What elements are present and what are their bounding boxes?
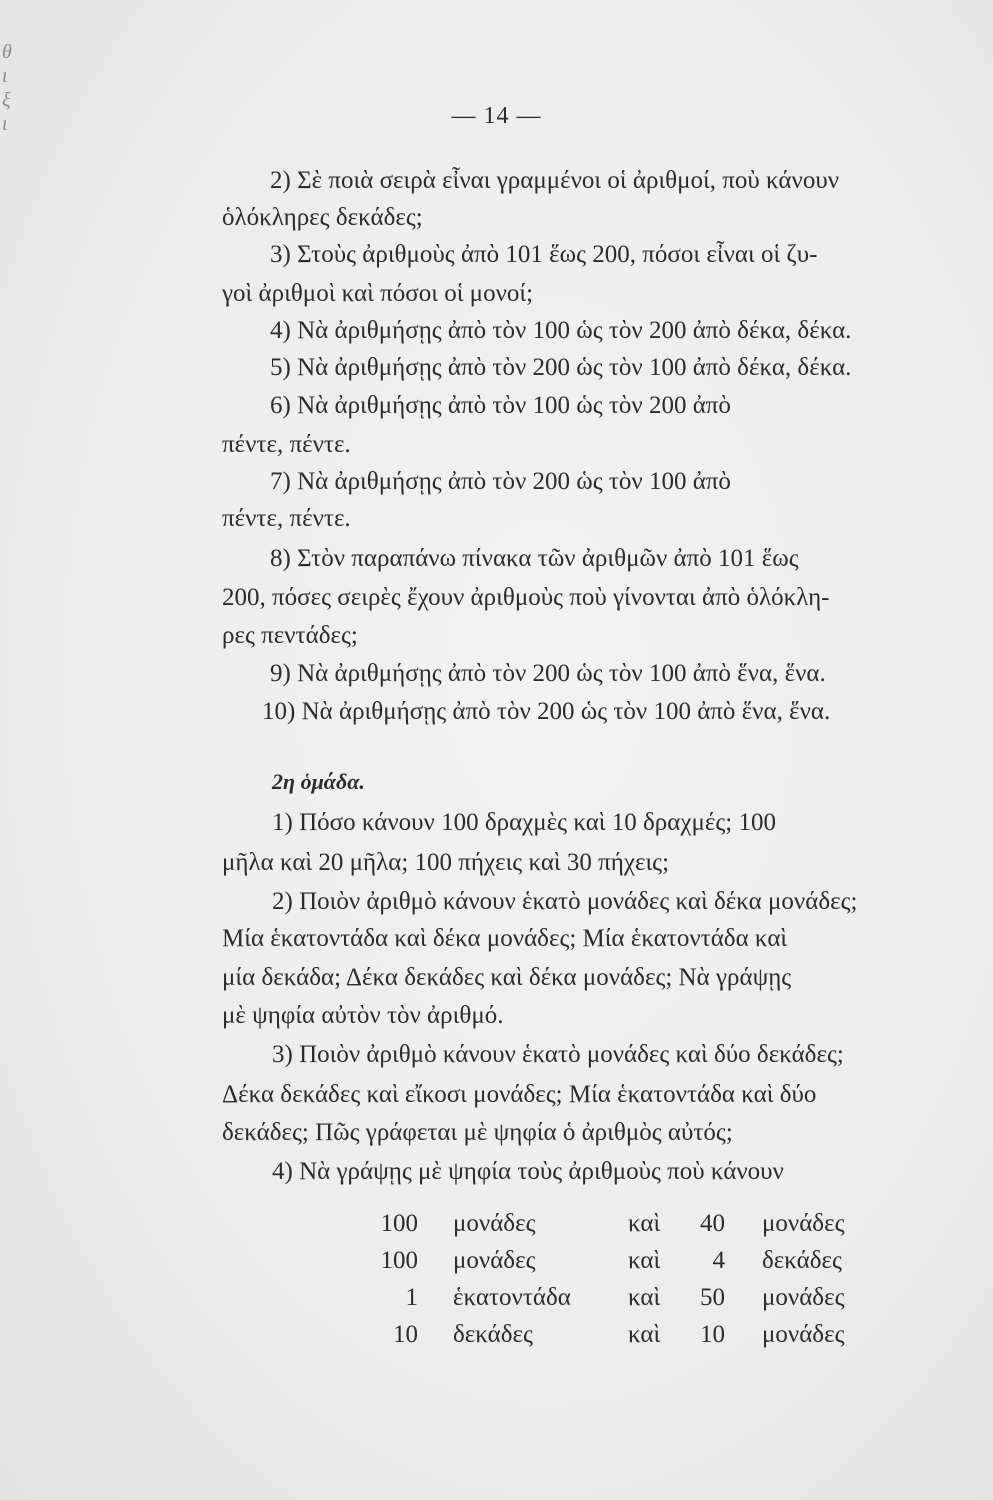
margin-char: ι [2,113,8,135]
text-line: 10) Νὰ ἀριθμήσῃς ἀπὸ τὸν 200 ὡς τὸν 100 ἀπὸ ἕνα, ἕνα. [262,698,831,725]
table-cell: 1 [405,1284,418,1311]
text-line: 1) Πόσο κάνουν 100 δραχμὲς καὶ 10 δραχμές; 100 [272,809,776,836]
text-line: 3) Στοὺς ἀριθμοὺς ἀπὸ 101 ἕως 200, πόσοι εἶναι οἱ ζυ- [270,241,818,268]
page-number: — 14 — [451,103,542,129]
text-line: 5) Νὰ ἀριθμήσῃς ἀπὸ τὸν 200 ὡς τὸν 100 ἀπὸ δέκα, δέκα. [270,354,852,381]
text-line: γοὶ ἀριθμοὶ καὶ πόσοι οἱ μονοί; [222,280,534,307]
text-line: πέντε, πέντε. [222,431,351,458]
table-cell: μονάδες [762,1210,845,1237]
margin-char: ξ [2,89,11,111]
text-line: Δέκα δεκάδες καὶ εἴκοσι μονάδες; Μία ἑκατοντάδα καὶ δύο [222,1081,817,1108]
table-cell: 4 [712,1247,725,1274]
table-cell: μονάδες [453,1210,536,1237]
table-cell: 100 [380,1247,418,1274]
text-line: δεκάδες; Πῶς γράφεται μὲ ψηφία ὁ ἀριθμὸς αὐτός; [222,1119,733,1146]
table-cell: μονάδες [762,1284,845,1311]
table-cell: καὶ [628,1321,661,1348]
section-heading: 2η ὁμάδα. [272,769,365,794]
text-line: Μία ἑκατοντάδα καὶ δέκα μονάδες; Μία ἑκατοντάδα καὶ [222,925,788,952]
table-cell: 50 [700,1284,725,1311]
text-line: 2) Σὲ ποιὰ σειρὰ εἶναι γραμμένοι οἱ ἀριθμοί, ποὺ κάνουν [270,167,839,194]
table-cell: μονάδες [453,1247,536,1274]
text-line: ὁλόκληρες δεκάδες; [222,204,423,231]
table-cell: 40 [700,1210,725,1237]
text-line: μὲ ψηφία αὐτὸν τὸν ἀριθμό. [222,1002,504,1029]
table-cell: δεκάδες [453,1321,533,1348]
table-cell: 10 [700,1321,725,1348]
text-line: 8) Στὸν παραπάνω πίνακα τῶν ἀριθμῶν ἀπὸ 101 ἕως [270,545,799,572]
text-line: μῆλα καὶ 20 μῆλα; 100 πήχεις καὶ 30 πήχεις; [222,849,670,876]
text-line: 3) Ποιὸν ἀριθμὸ κάνουν ἑκατὸ μονάδες καὶ δύο δεκάδες; [272,1041,844,1068]
table-cell: ἑκατοντάδα [453,1284,571,1311]
table-cell: μονάδες [762,1321,845,1348]
text-line: 7) Νὰ ἀριθμήσῃς ἀπὸ τὸν 200 ὡς τὸν 100 ἀπὸ [270,468,731,495]
margin-char: ι [2,65,8,87]
table-cell: καὶ [628,1284,661,1311]
table-cell: 100 [380,1210,418,1237]
text-line: 6) Νὰ ἀριθμήσῃς ἀπὸ τὸν 100 ὡς τὸν 200 ἀπὸ [270,392,731,419]
text-line: ρες πεντάδες; [222,622,358,649]
text-line: 200, πόσες σειρὲς ἔχουν ἀριθμοὺς ποὺ γίνονται ἀπὸ ὁλόκλη- [222,584,830,611]
table-cell: καὶ [628,1210,661,1237]
table-cell: καὶ [628,1247,661,1274]
text-line: 4) Νὰ ἀριθμήσῃς ἀπὸ τὸν 100 ὡς τὸν 200 ἀπὸ δέκα, δέκα. [270,317,852,344]
text-line: 9) Νὰ ἀριθμήσῃς ἀπὸ τὸν 200 ὡς τὸν 100 ἀπὸ ἕνα, ἕνα. [270,660,826,687]
text-line: μία δεκάδα; Δέκα δεκάδες καὶ δέκα μονάδες; Νὰ γράψῃς [222,964,792,991]
text-line: 4) Νὰ γράψῃς μὲ ψηφία τοὺς ἀριθμοὺς ποὺ κάνουν [272,1158,784,1185]
table-cell: 10 [393,1321,418,1348]
table-cell: δεκάδες [762,1247,842,1274]
text-line: 2) Ποιὸν ἀριθμὸ κάνουν ἑκατὸ μονάδες καὶ δέκα μονάδες; [272,888,858,915]
margin-char: θ [2,41,12,63]
text-line: πέντε, πέντε. [222,505,351,532]
